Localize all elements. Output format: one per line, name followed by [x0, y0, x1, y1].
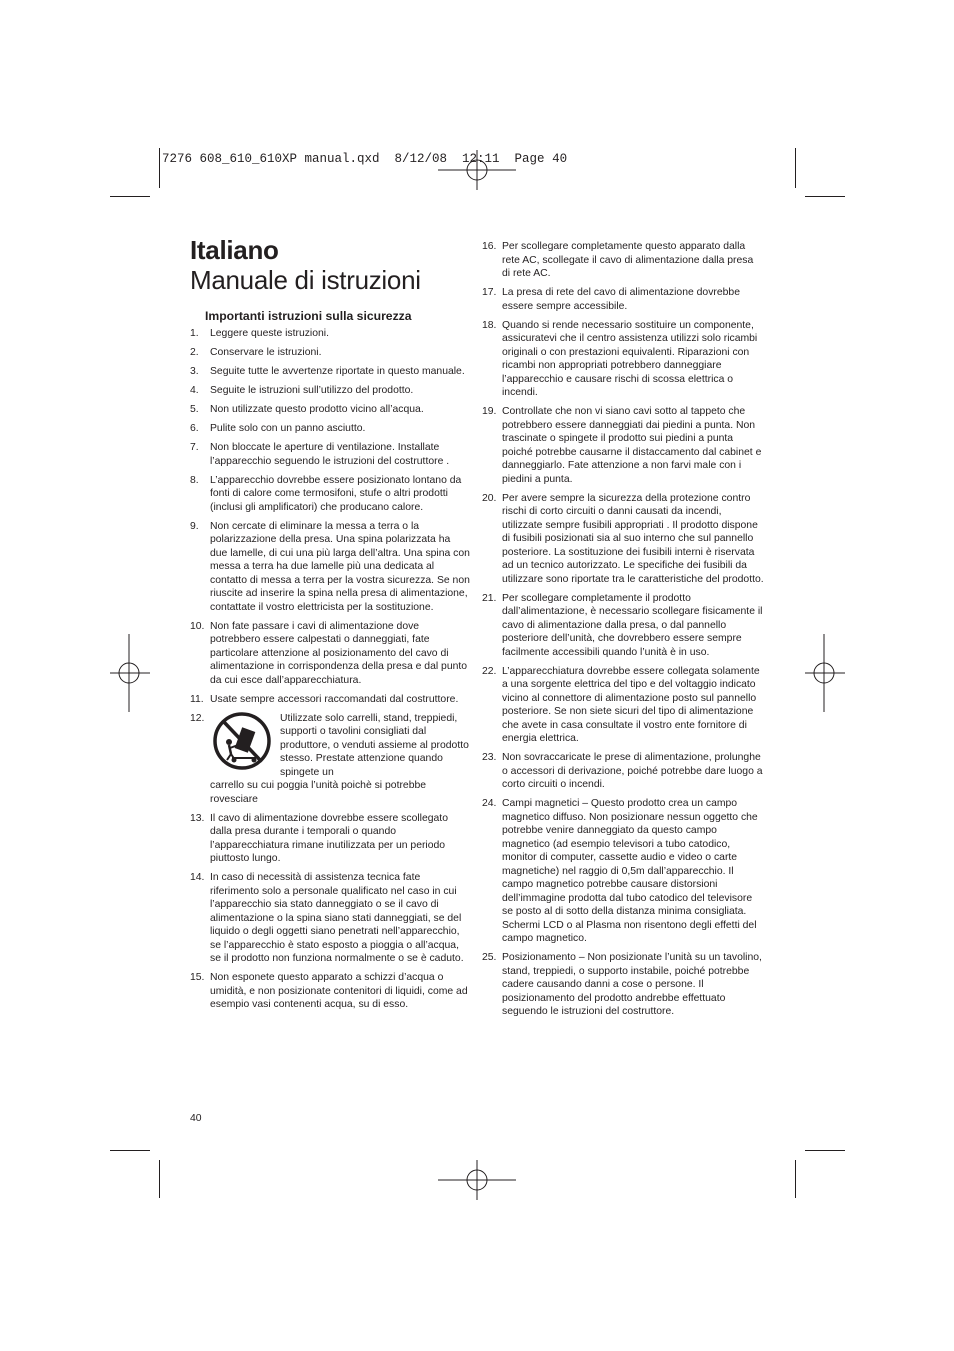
- item-text: In caso di necessità di assistenza tecnica fate riferimento solo a personale qualificato nel caso in cui l’apparecchio sia stato danneggiato o se il cavo di alimentazione o la spina siano stati danneggiati, se del liquido o degli oggetti siano penetrati nell’apparecchio, se l’apparecchio è stato esposto a pioggia o all’acqua, se il prodotto non funziona normalmente o se è caduto.: [210, 872, 464, 964]
- item-text: Seguite tutte le avvertenze riportate in questo manuale.: [210, 366, 465, 377]
- instruction-list: [482, 240, 764, 1019]
- item-number: 9.: [190, 520, 199, 532]
- item-number: 18.: [482, 319, 497, 331]
- item-text: Quando si rende necessario sostituire un componente, assicuratevi che il centro assistenza utilizzi solo ricambi originali o con prestazioni equivalenti. Riparazioni con ricambi non appropriati potrebbero danneggiare l’apparecchio e causare rischi di scossa elettrica o incendi.: [502, 319, 758, 398]
- list-item: [190, 812, 470, 866]
- item-number: 8.: [190, 474, 199, 486]
- item-number: 21.: [482, 592, 497, 604]
- page-subtitle: Manuale di istruzioni: [190, 265, 421, 295]
- list-item: [482, 492, 764, 587]
- item-text: Non utilizzate questo prodotto vicino all’acqua.: [210, 404, 424, 415]
- item-number: 19.: [482, 406, 497, 417]
- item-text: Posizionamento – Non posizionate l’unità su un tavolino, stand, treppiedi, o supporto instabile, poiché potrebbe cadere causando danni a cose o persone. Il posizionamento del prodotto andrebbe effettuato seguendo le istruzioni del costruttore.: [502, 952, 762, 1017]
- item-number: 12.: [190, 712, 205, 724]
- item-number: 3.: [190, 366, 199, 377]
- cart-tip-over-warning-icon: [212, 712, 272, 770]
- item-number: 15.: [190, 972, 205, 983]
- crop-mark: [795, 1160, 796, 1198]
- item-text: Non fate passare i cavi di alimentazione dove potrebbero essere calpestati o danneggiati, fate particolare attenzione al posizionamento del cavo di alimentazione in corrispondenza della presa e dal punto da cui esce dall’apparecchiatura.: [210, 620, 468, 686]
- instruction-list: [190, 327, 470, 706]
- list-item: [190, 693, 470, 707]
- item-text: Conservare le istruzioni.: [210, 347, 322, 358]
- crop-mark: [110, 1150, 150, 1151]
- list-item: [482, 405, 764, 486]
- crop-mark: [159, 148, 160, 188]
- item-text: Per scollegare completamente questo apparato dalla rete AC, scollegate il cavo di alimentazione dalla presa di rete AC.: [502, 241, 754, 279]
- item-text: carrello su cui poggia l’unità poichè si potrebbe rovesciare: [210, 780, 427, 805]
- item-text: Per avere sempre la sicurezza della protezione contro rischi di corto circuiti o danni causati da incendi, utilizzate sempre fusibili appropriati . Il prodotto dispone di fusibili posizionati sia al suo interno che sul pannello posteriore. La sostituzione dei fusibili interni è riservata ad un tecnico autorizzato. Le specifiche dei fusibili da utilizzare sono riportate tra le caratteristiche del prodotto.: [502, 492, 764, 585]
- crop-mark: [110, 196, 150, 197]
- item-text: Leggere queste istruzioni.: [210, 328, 329, 339]
- item-text: Non bloccate le aperture di ventilazione. Installate l’apparecchio seguendo le istruzioni del costruttore .: [210, 442, 450, 467]
- item-number: 1.: [190, 328, 199, 339]
- item-text: Utilizzate solo carrelli, stand, treppiedi, supporti o tavolini consigliati dal produttore, o venduti assieme al prodotto stesso. Prestate attenzione quando spingete un: [280, 712, 469, 778]
- list-item: [190, 441, 470, 468]
- item-text: L’apparecchiatura dovrebbe essere collegata solamente a una sorgente elettrica del tipo e del voltaggio indicato vicino al connettore di alimentazione posto sul pannello posteriore. Se non siete sicuri del tipo di alimentazione che avete in casa consultate il vostro ente fornitore di energia elettrica.: [502, 665, 760, 744]
- list-item: [482, 286, 764, 313]
- item-text: Non cercate di eliminare la messa a terra o la polarizzazione della presa. Una spina polarizzata ha due lamelle, di cui una più larga dell’altra. Una spina con messa a terra ha due lamelle più una dedicata al contatto di messa a terra per la vostra sicurezza. Se non riuscite ad inserire la spina nella presa di alimentazione, contattate il vostro elettricista per la sostituzione.: [210, 520, 470, 613]
- item-text: Pulite solo con un panno asciutto.: [210, 423, 366, 434]
- left-column: [190, 327, 470, 1017]
- item-number: 14.: [190, 872, 205, 883]
- list-item: [190, 365, 470, 379]
- right-column: [482, 240, 764, 1024]
- registration-mark-bottom: [438, 1160, 516, 1200]
- item-text: La presa di rete del cavo di alimentazione dovrebbe essere sempre accessibile.: [502, 287, 740, 312]
- list-item: [190, 422, 470, 436]
- item-text: Non sovraccaricate le prese di alimentazione, prolunghe o accessori di derivazione, poiché potrebbe dare luogo a corto circuiti o incendi.: [502, 752, 763, 790]
- item-text: Controllate che non vi siano cavi sotto al tappeto che potrebbero essere danneggiati dai piedini a punta. Non trascinate o spingete il prodotto sui piedini a punta poiché potrebbe causarne il distaccamento dal cabinet e danneggiarlo. Fate attenzione a non farvi male con i piedini a punta.: [502, 406, 762, 485]
- item-number: 25.: [482, 952, 497, 963]
- list-item: [190, 520, 470, 615]
- list-item: [190, 474, 470, 515]
- item-text: Campi magnetici – Questo prodotto crea un campo magnetico diffuso. Non posizionare nessun oggetto che potrebbe venire danneggiato da questo campo magnetico (ad esempio televisori a tubo catodico, monitor di computer, cassette audio e video o carte magnetiche) nel raggio di 0,5m dall’apparecchio. Il campo magnetico potrebbe causare distorsioni dell’immagine prodotta dal tubo catodico del televisore se posto al di sotto della distanza minima consigliata. Schermi LCD o al Plasma non risentono degli effetti del campo magnetico.: [502, 798, 758, 944]
- page-number: 40: [190, 1113, 202, 1124]
- page-title: Italiano: [190, 235, 279, 265]
- item-text: Non esponete questo apparato a schizzi d’acqua o umidità, e non posizionate contenitori di liquidi, come ad esempio vasi contenenti acqua, su di esso.: [210, 972, 468, 1010]
- crop-mark: [795, 148, 796, 188]
- list-item: [190, 403, 470, 417]
- list-item: [190, 871, 470, 966]
- list-item: [482, 319, 764, 400]
- list-item: [190, 620, 470, 688]
- item-text: Il cavo di alimentazione dovrebbe essere scollegato dalla presa durante i temporali o quando l’apparecchiatura rimane inutilizzata per un periodo piuttosto lungo.: [210, 812, 448, 864]
- item-number: 10.: [190, 620, 205, 632]
- item-number: 17.: [482, 287, 497, 298]
- list-item: [190, 971, 470, 1012]
- registration-mark-left: [110, 634, 150, 712]
- item-number: 2.: [190, 347, 199, 358]
- crop-mark: [805, 1150, 845, 1151]
- item-text: Seguite le istruzioni sull’utilizzo del prodotto.: [210, 385, 414, 396]
- item-number: 22.: [482, 665, 497, 677]
- item-text: L’apparecchio dovrebbe essere posizionato lontano da fonti di calore come termosifoni, stufe o altri prodotti (inclusi gli amplificatori) che producano calore.: [210, 474, 462, 513]
- item-number: 20.: [482, 492, 497, 504]
- item-number: 11.: [190, 693, 204, 705]
- item-number: 6.: [190, 423, 199, 434]
- crop-mark: [805, 196, 845, 197]
- list-item: [482, 665, 764, 746]
- list-item: [482, 951, 764, 1019]
- list-item: [482, 592, 764, 660]
- instruction-list: [190, 812, 470, 1012]
- print-slug: 7276 608_610_610XP manual.qxd 8/12/08 12:11 Page 40: [162, 152, 568, 166]
- item-number: 23.: [482, 752, 497, 763]
- list-item: [190, 346, 470, 360]
- registration-mark-right: [805, 634, 845, 712]
- list-item: [190, 712, 470, 807]
- list-item: [482, 797, 764, 946]
- section-heading: Importanti istruzioni sulla sicurezza: [205, 309, 412, 323]
- list-item: [190, 384, 470, 398]
- list-item: [190, 327, 470, 341]
- item-number: 4.: [190, 385, 199, 396]
- item-text: Per scollegare completamente il prodotto dall’alimentazione, è necessario scollegare fisicamente il cavo di alimentazione dalla presa, o dal pannello posteriore dell’unità, che dovrebbero essere sempre facilmente accessibili quando l’unità è in uso.: [502, 592, 763, 658]
- list-item: [482, 240, 764, 281]
- item-number: 24.: [482, 798, 497, 809]
- item-number: 16.: [482, 241, 497, 252]
- item-number: 13.: [190, 812, 205, 824]
- item-number: 7.: [190, 442, 199, 453]
- item-number: 5.: [190, 404, 199, 415]
- item-text: Usate sempre accessori raccomandati dal costruttore.: [210, 693, 459, 705]
- list-item: [482, 751, 764, 792]
- crop-mark: [159, 1160, 160, 1198]
- registration-mark-top: [438, 150, 516, 190]
